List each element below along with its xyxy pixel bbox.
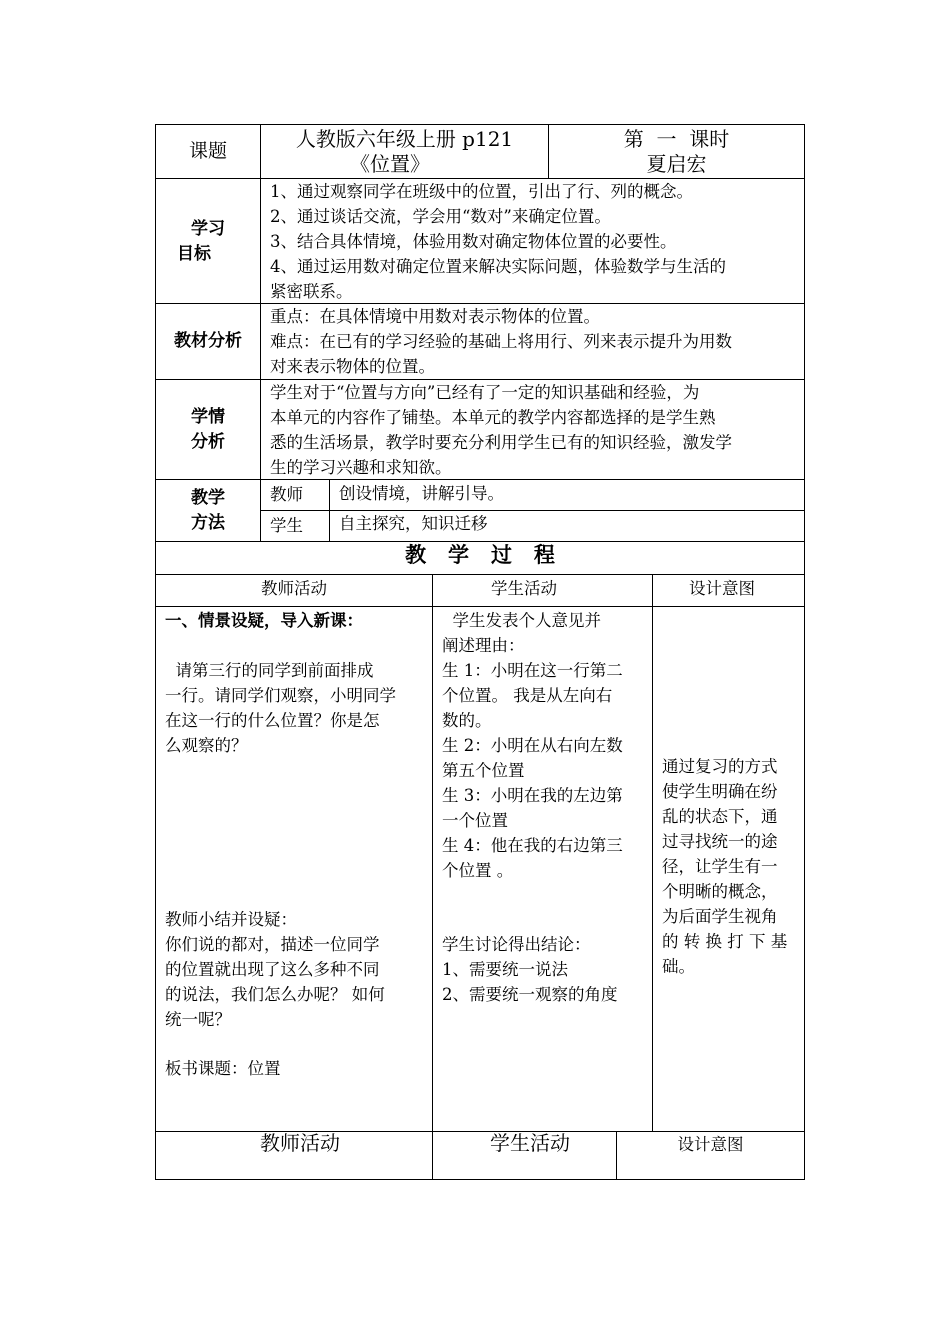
- student-line: 数的。: [442, 711, 492, 730]
- student-conclusion: [442, 932, 618, 1007]
- method-label-2: 方法: [191, 513, 225, 533]
- teacher-line: 的位置就出现了这么多种不同: [165, 960, 380, 979]
- footer-teacher-header: 教师活动: [260, 1131, 340, 1155]
- design-line: 过寻找统一的途: [662, 832, 778, 851]
- teacher-line: 的说法，我们怎么办呢？ 如何: [165, 985, 385, 1004]
- design-line: 使学生明确在纷: [662, 782, 778, 801]
- teacher-activity-para1: [165, 658, 396, 758]
- conclusion-line: 学生讨论得出结论：: [442, 935, 591, 954]
- student-line: 生 4：他在我的右边第三: [442, 836, 623, 855]
- design-line: 通过复习的方式: [662, 757, 778, 776]
- topic-label: 课题: [188, 140, 227, 162]
- design-line: 础。: [662, 957, 695, 976]
- conclusion-line: 2、需要统一观察的角度: [442, 985, 618, 1004]
- topic-title-line1: 人教版六年级上册 p121: [295, 127, 514, 151]
- students-line: 悉的生活场景，教学时要充分利用学生已有的知识经验，激发学: [270, 433, 732, 452]
- material-line: 难点：在已有的学习经验的基础上将用行、列来表示提升为用数: [270, 332, 732, 351]
- method-student-label: 学生: [270, 516, 303, 535]
- teacher-line: 请第三行的同学到前面排成: [165, 661, 374, 680]
- goals-label-1: 学习: [191, 219, 225, 239]
- teacher-line: 你们说的都对，描述一位同学: [165, 935, 380, 954]
- method-teacher-text: 创设情境，讲解引导。: [339, 484, 504, 503]
- goals-label-2: 目标: [177, 244, 211, 264]
- goal-line: 4、通过运用数对确定位置来解决实际问题，体验数学与生活的: [270, 257, 726, 276]
- teacher-name: 夏启宏: [646, 152, 707, 176]
- student-line: 个位置 。: [442, 861, 514, 880]
- students-line: 生的学习兴趣和求知欲。: [270, 458, 452, 477]
- student-line: 生 3：小明在我的左边第: [442, 786, 623, 805]
- method-student-text: 自主探究，知识迁移: [339, 514, 488, 533]
- students-line: 学生对于“位置与方向”已经有了一定的知识基础和经验，为: [270, 383, 700, 402]
- goals-content: [270, 179, 726, 304]
- goal-line: 2、通过谈话交流，学会用“数对”来确定位置。: [270, 207, 611, 226]
- method-teacher-label: 教师: [270, 485, 303, 504]
- material-line: 重点：在具体情境中用数对表示物体的位置。: [270, 307, 600, 326]
- teacher-line: 教师小结并设疑：: [165, 910, 297, 929]
- teacher-line: 统一呢？: [165, 1010, 231, 1029]
- col-student-header: 学生活动: [491, 579, 557, 598]
- design-line: 为后面学生视角: [662, 907, 778, 926]
- students-line: 本单元的内容作了铺垫。本单元的教学内容都选择的是学生熟: [270, 408, 716, 427]
- student-line: 第五个位置: [442, 761, 525, 780]
- design-line: 乱的状态下，通: [662, 807, 778, 826]
- student-line: 生 1：小明在这一行第二: [442, 661, 623, 680]
- teacher-activity-heading: 一、情景设疑，导入新课：: [165, 611, 363, 630]
- teacher-activity-para2: [165, 907, 385, 1032]
- design-line: 的 转 换 打 下 基: [662, 932, 788, 951]
- footer-design-header: 设计意图: [677, 1135, 744, 1154]
- lesson-number: 第 一 课时: [623, 127, 730, 151]
- process-title: 教 学 过 程: [405, 542, 555, 567]
- col-design-header: 设计意图: [689, 579, 755, 598]
- design-line: 个明晰的概念，: [662, 882, 778, 901]
- students-content: [270, 380, 732, 480]
- student-activity-lines: [442, 608, 623, 883]
- student-line: 一个位置: [442, 811, 508, 830]
- conclusion-line: 1、需要统一说法: [442, 960, 568, 979]
- goal-line: 3、结合具体情境，体验用数对确定物体位置的必要性。: [270, 232, 677, 251]
- topic-title-line2: 《位置》: [350, 152, 430, 176]
- goal-line: 1、通过观察同学在班级中的位置，引出了行、列的概念。: [270, 182, 693, 201]
- footer-student-header: 学生活动: [490, 1131, 570, 1155]
- board-title: 板书课题：位置: [165, 1059, 281, 1078]
- material-content: [270, 304, 732, 379]
- goal-line: 紧密联系。: [270, 282, 353, 301]
- teacher-line: 一行。请同学们观察，小明同学: [165, 686, 396, 705]
- material-line: 对来表示物体的位置。: [270, 357, 435, 376]
- student-line: 学生发表个人意见并: [442, 611, 601, 630]
- students-label-2: 分析: [191, 432, 225, 452]
- student-line: 生 2：小明在从右向左数: [442, 736, 623, 755]
- teacher-line: 么观察的？: [165, 736, 248, 755]
- col-teacher-header: 教师活动: [261, 579, 327, 598]
- students-label-1: 学情: [191, 407, 225, 427]
- student-line: 个位置。 我是从左向右: [442, 686, 613, 705]
- design-line: 径，让学生有一: [662, 857, 778, 876]
- teacher-line: 在这一行的什么位置？你是怎: [165, 711, 380, 730]
- design-intent-lines: [662, 754, 787, 979]
- method-label-1: 教学: [191, 488, 225, 508]
- material-label: 教材分析: [174, 331, 242, 351]
- student-line: 阐述理由：: [442, 636, 525, 655]
